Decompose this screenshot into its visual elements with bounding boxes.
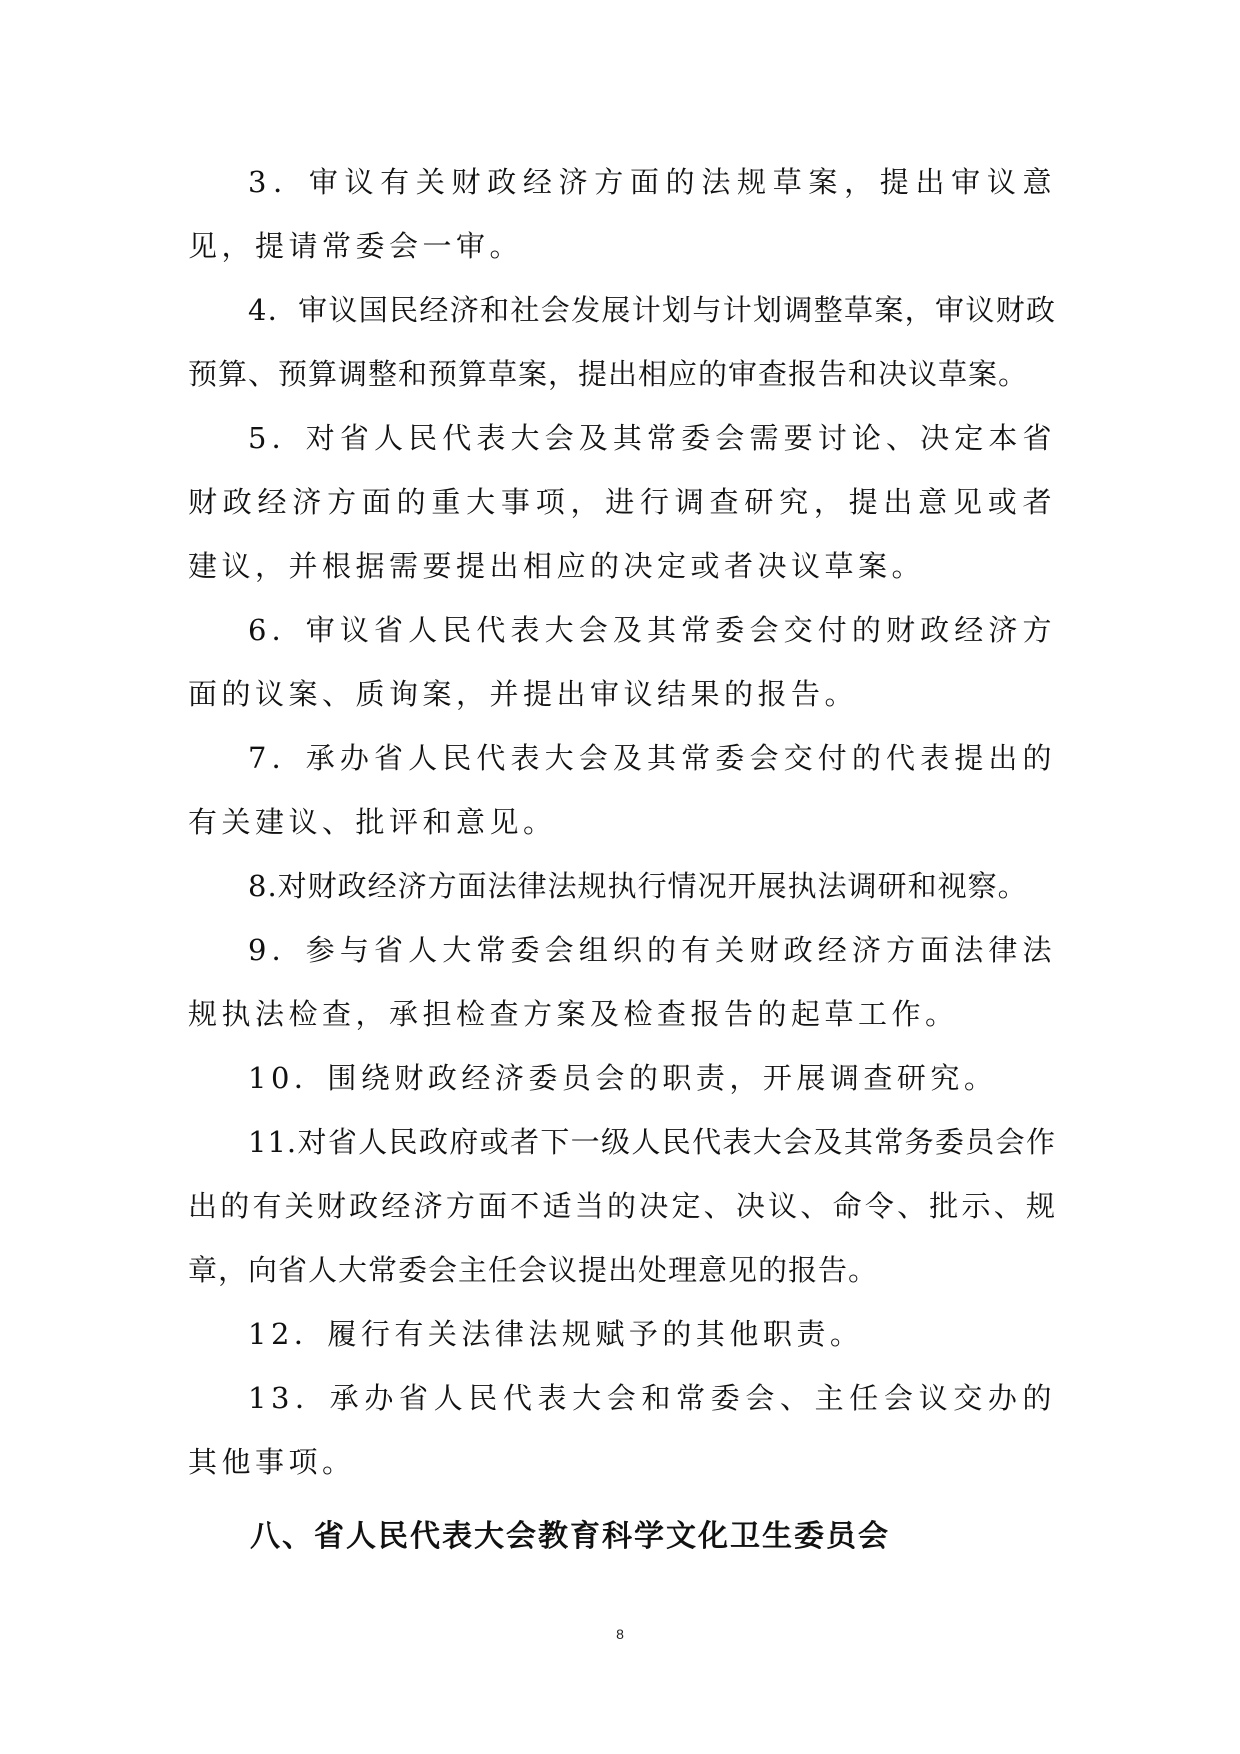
paragraph-item-10: 10．围绕财政经济委员会的职责，开展调查研究。 — [248, 1061, 998, 1095]
paragraph-item-8: 8.对财政经济方面法律法规执行情况开展执法调研和视察。 — [248, 869, 1028, 903]
paragraph-item-6: 6．审议省人民代表大会及其常委会交付的财政经济方面的议案、质询案，并提出审议结果的报告。 — [188, 613, 1056, 711]
body-text — [188, 150, 1056, 1494]
page-number: 8 — [616, 1626, 624, 1642]
paragraph-item-11: 11.对省人民政府或者下一级人民代表大会及其常务委员会作出的有关财政经济方面不适当的决定、决议、命令、批示、规章，向省人大常委会主任会议提出处理意见的报告。 — [188, 1125, 1056, 1287]
paragraph-item-12: 12．履行有关法律法规赋予的其他职责。 — [248, 1317, 864, 1351]
section-heading: 八、省人民代表大会教育科学文化卫生委员会 — [250, 1519, 890, 1554]
paragraph-item-13: 13．承办省人民代表大会和常委会、主任会议交办的其他事项。 — [188, 1381, 1056, 1479]
paragraph-item-9: 9．参与省人大常委会组织的有关财政经济方面法律法规执法检查，承担检查方案及检查报告的起草工作。 — [188, 933, 1056, 1031]
paragraph-item-5: 5．对省人民代表大会及其常委会需要讨论、决定本省财政经济方面的重大事项，进行调查研究，提出意见或者建议，并根据需要提出相应的决定或者决议草案。 — [188, 421, 1056, 583]
paragraph-item-7: 7．承办省人民代表大会及其常委会交付的代表提出的有关建议、批评和意见。 — [188, 741, 1056, 839]
paragraph-item-3: 3．审议有关财政经济方面的法规草案，提出审议意见，提请常委会一审。 — [188, 165, 1056, 263]
paragraph-item-4: 4．审议国民经济和社会发展计划与计划调整草案，审议财政预算、预算调整和预算草案，提出相应的审查报告和决议草案。 — [188, 293, 1056, 391]
